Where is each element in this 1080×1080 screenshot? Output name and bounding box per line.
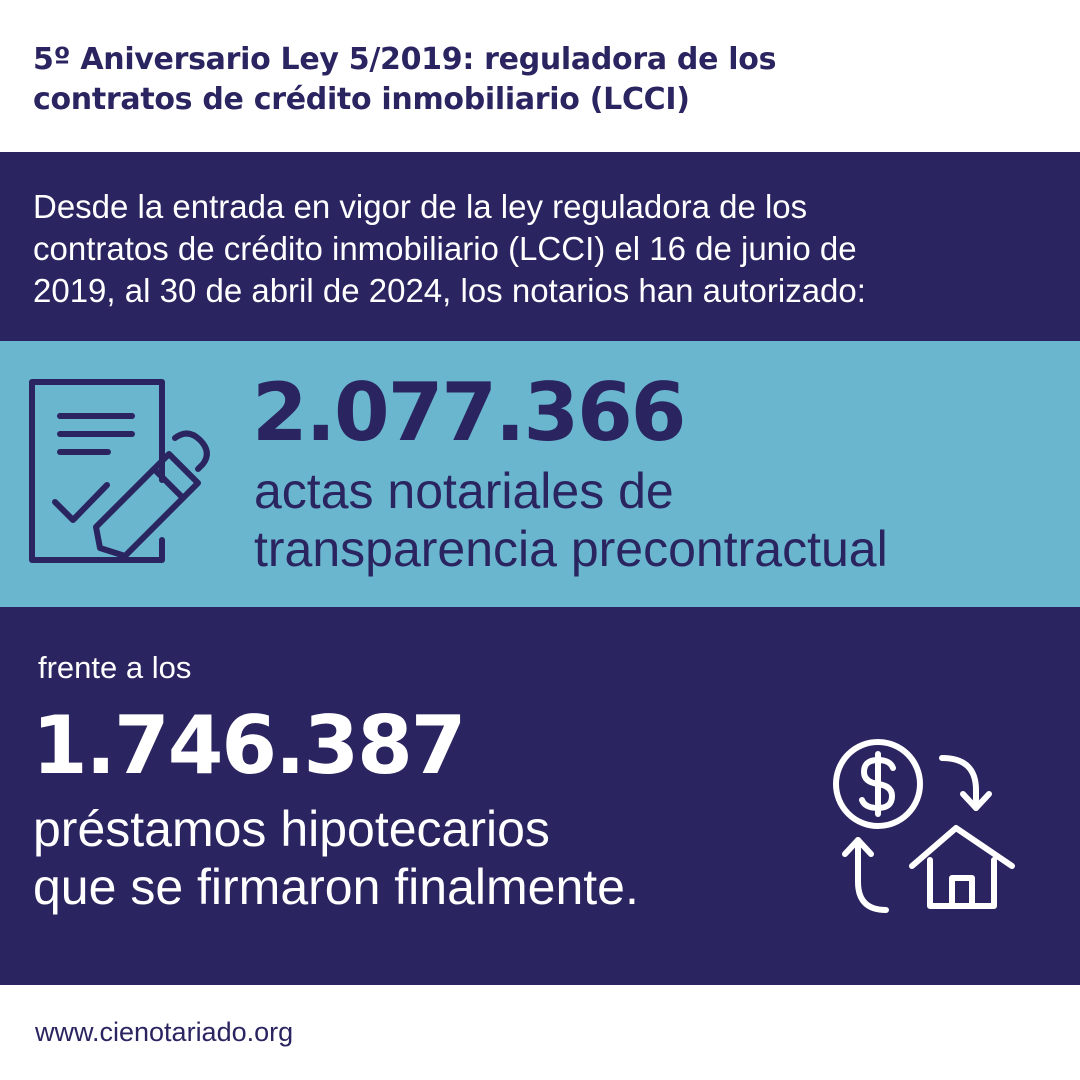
- document-signature-icon: [22, 372, 218, 572]
- prestamos-desc-line-2: que se firmaron finalmente.: [33, 859, 639, 915]
- actas-desc-line-1: actas notariales de: [254, 463, 674, 519]
- comparison-prefix: frente a los: [38, 650, 192, 685]
- intro-line-1: Desde la entrada en vigor de la ley reguladora de los: [33, 188, 808, 225]
- prestamos-number: 1.746.387: [32, 699, 465, 792]
- website-link[interactable]: www.cienotariado.org: [35, 1017, 294, 1047]
- actas-number: 2.077.366: [252, 366, 685, 459]
- actas-desc-line-2: transparencia precontractual: [254, 521, 888, 577]
- prestamos-description: [33, 800, 813, 916]
- title-line-1: 5º Aniversario Ley 5/2019: reguladora de los: [33, 42, 777, 77]
- intro-text: [33, 186, 1063, 312]
- actas-description: [254, 462, 1074, 578]
- page-title: [33, 40, 1033, 120]
- money-house-exchange-icon: [826, 732, 1022, 916]
- title-line-2: contratos de crédito inmobiliario (LCCI): [33, 82, 690, 117]
- prestamos-desc-line-1: préstamos hipotecarios: [33, 801, 550, 857]
- intro-line-3: 2019, al 30 de abril de 2024, los notarios han autorizado:: [33, 272, 866, 309]
- intro-line-2: contratos de crédito inmobiliario (LCCI) el 16 de junio de: [33, 230, 857, 267]
